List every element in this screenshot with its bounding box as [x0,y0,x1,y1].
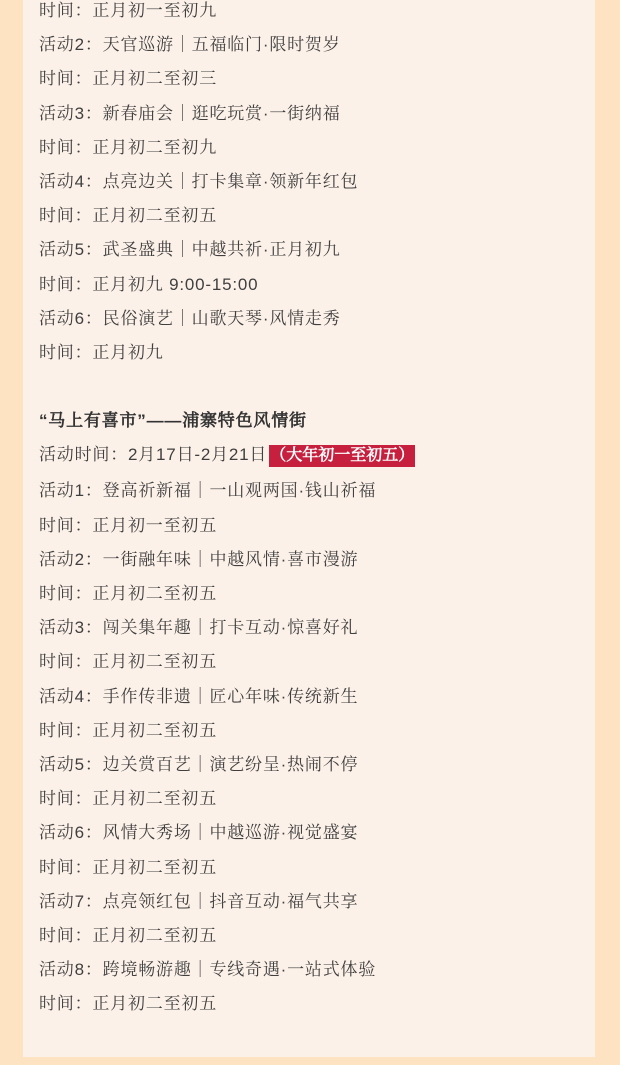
time-line: 时间：正月初二至初五 [39,584,217,604]
activity-line: 活动4：手作传非遗｜匠心年味·传统新生 [39,686,359,706]
time-line: 时间：正月初二至初九 [39,137,217,157]
time-line: 时间：正月初九 9:00-15:00 [39,274,259,294]
activity-line: 活动7：点亮领红包｜抖音互动·福气共享 [39,891,359,911]
activity-line: 活动2：一街融年味｜中越风情·喜市漫游 [39,549,359,569]
time-line: 时间：正月初九 [39,343,164,363]
time-line: 时间：正月初二至初五 [39,994,217,1014]
activity-line: 活动6：民俗演艺｜山歌天琴·风情走秀 [39,308,341,328]
time-line: 时间：正月初二至初五 [39,652,217,672]
time-line: 时间：正月初二至初五 [39,926,217,946]
date-highlight-badge: （大年初一至初五） [269,445,415,467]
activity-line: 活动5：武圣盛典｜中越共祈·正月初九 [39,240,341,260]
time-line: 时间：正月初二至初五 [39,789,217,809]
event-dates-text: 活动时间：2月17日-2月21日 [39,445,268,465]
section-spacer [39,377,579,411]
event-dates-line [39,445,579,467]
time-line: 时间：正月初二至初五 [39,857,217,877]
activity-line: 活动2：天官巡游｜五福临门·限时贺岁 [39,35,341,55]
activity-line: 活动5：边关赏百艺｜演艺纷呈·热闹不停 [39,755,359,775]
time-line: 时间：正月初二至初五 [39,206,217,226]
activity-line: 活动4：点亮边关｜打卡集章·领新年红包 [39,172,359,192]
section-heading: “马上有喜市”——浦寨特色风情街 [39,411,307,431]
time-line: 时间：正月初一至初五 [39,515,217,535]
activity-line: 活动1：登高祈新福｜一山观两国·钱山祈福 [39,481,377,501]
time-line: 时间：正月初二至初五 [39,720,217,740]
activity-line: 活动3：新春庙会｜逛吃玩赏·一街纳福 [39,103,341,123]
activity-line: 活动3：闯关集年趣｜打卡互动·惊喜好礼 [39,618,359,638]
time-line: 时间：正月初一至初九 [39,1,217,20]
article-content [23,0,595,1057]
time-line: 时间：正月初二至初三 [39,69,217,89]
activity-line: 活动6：风情大秀场｜中越巡游·视觉盛宴 [39,823,359,843]
activity-line: 活动8：跨境畅游趣｜专线奇遇·一站式体验 [39,960,377,980]
